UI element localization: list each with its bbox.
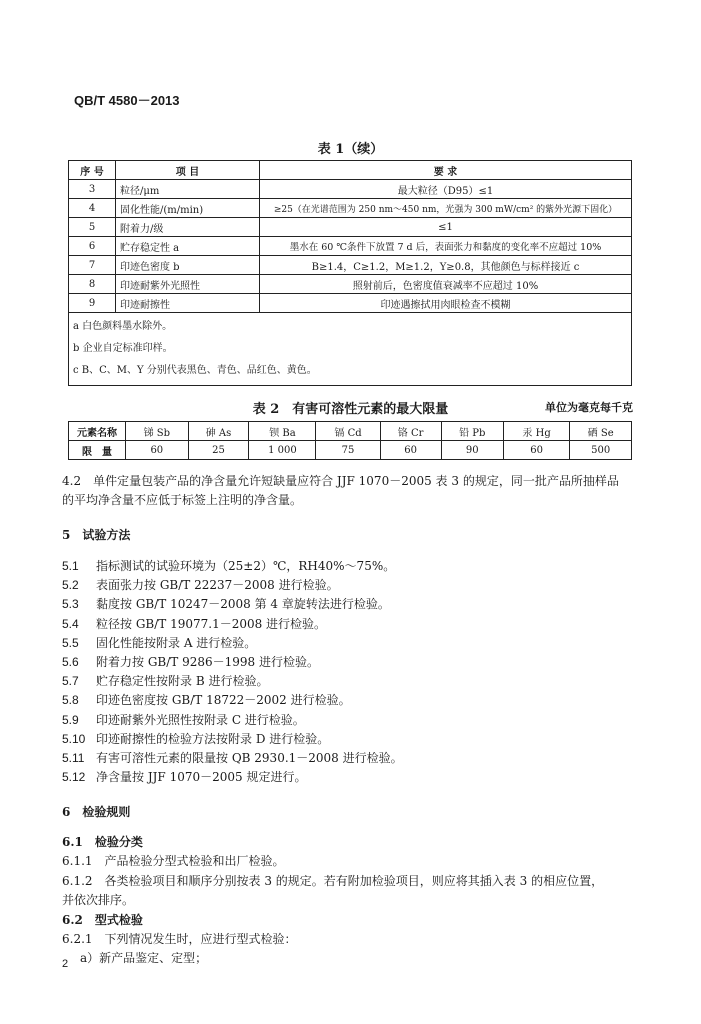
table2-unit: 单位为毫克每千克 <box>545 401 633 414</box>
table-row <box>69 218 632 237</box>
clause-item <box>62 557 634 576</box>
clause-text: 黏度按 GB/T 10247－2008 第 4 章旋转法进行检验。 <box>96 597 390 612</box>
header-item: 项 目 <box>116 161 260 180</box>
header-no: 序 号 <box>69 161 116 180</box>
element-name: 汞 Hg <box>503 422 569 441</box>
row-item: 印迹耐擦性 <box>116 294 260 313</box>
table2-caption: 表 2 有害可溶性元素的最大限量 <box>252 402 449 417</box>
table-row <box>69 275 632 294</box>
row-label: 元素名称 <box>69 422 126 441</box>
table-row <box>69 199 632 218</box>
clause-item <box>62 653 634 672</box>
row-number: 6 <box>69 237 116 256</box>
element-name: 铅 Pb <box>441 422 503 441</box>
clause-6-2-heading: 6.2 型式检验 <box>62 913 143 928</box>
row-requirement: ≤1 <box>260 218 632 237</box>
table1-caption: 表 1（续） <box>317 142 384 157</box>
row-item: 附着力/级 <box>116 218 260 237</box>
clause-number: 5.4 <box>62 616 79 631</box>
clause-text: 附着力按 GB/T 9286－1998 进行检验。 <box>96 655 319 670</box>
clause-6-1-2-line: 并依次排序。 <box>62 892 135 907</box>
clause-text: 指标测试的试验环境为（25±2）℃，RH40%～75%。 <box>96 559 396 573</box>
element-name: 硒 Se <box>570 422 632 441</box>
element-name: 砷 As <box>188 422 249 441</box>
row-item: 贮存稳定性 a <box>116 237 260 256</box>
clause-text: 粒径按 GB/T 19077.1－2008 进行检验。 <box>96 616 327 631</box>
table-notes-row <box>69 313 632 386</box>
row-item: 粒径/μm <box>116 180 260 199</box>
clause-number: 5.5 <box>62 635 79 650</box>
element-name: 镉 Cd <box>316 422 380 441</box>
element-limit: 25 <box>188 441 249 460</box>
clause-number: 5.8 <box>62 693 79 708</box>
clause-text: 贮存稳定性按附录 B 进行检验。 <box>96 674 269 689</box>
document-body <box>62 472 634 968</box>
element-limits-table <box>68 421 632 460</box>
element-name: 铬 Cr <box>380 422 441 441</box>
clause-text: 印迹耐紫外光照性按附录 C 进行检验。 <box>96 712 305 727</box>
clause-item <box>62 749 634 768</box>
row-number: 4 <box>69 199 116 218</box>
clause-number: 5.10 <box>62 731 86 746</box>
table-row <box>69 237 632 256</box>
clause-text: 印迹耐擦性的检验方法按附录 D 进行检验。 <box>96 731 330 746</box>
clause-6-1-1: 6.1.1 产品检验分型式检验和出厂检验。 <box>62 854 285 869</box>
row-number: 8 <box>69 275 116 294</box>
clause-text: 表面张力按 GB/T 22237－2008 进行检验。 <box>96 578 339 593</box>
clause-number: 5.11 <box>62 751 85 766</box>
row-item: 印迹色密度 b <box>116 256 260 275</box>
element-limit: 75 <box>316 441 380 460</box>
section-5-heading: 5 试验方法 <box>62 528 131 542</box>
document-code: QB/T 4580－2013 <box>74 93 180 108</box>
row-number: 7 <box>69 256 116 275</box>
clause-4-2-line: 4.2 单件定量包装产品的净含量允许短缺量应符合 JJF 1070－2005 表 3 的规定，同一批产品所抽样品 <box>62 474 619 488</box>
clause-item <box>62 730 634 749</box>
clause-item <box>62 711 634 730</box>
clause-number: 5.1 <box>62 559 79 573</box>
clause-item <box>62 691 634 710</box>
table-note: a 白色颜料墨水除外。 <box>73 321 173 332</box>
clause-6-2-1: 6.2.1 下列情况发生时，应进行型式检验： <box>62 932 297 947</box>
element-limit: 60 <box>503 441 569 460</box>
clause-item <box>62 615 634 634</box>
clause-6-2-1-a: a）新产品鉴定、定型； <box>80 951 208 966</box>
table-row <box>69 294 632 313</box>
table-notes <box>69 313 632 386</box>
element-name: 钡 Ba <box>249 422 316 441</box>
clause-text: 有害可溶性元素的限量按 QB 2930.1－2008 进行检验。 <box>96 751 403 766</box>
clause-item <box>62 768 634 787</box>
clause-number: 5.9 <box>62 712 79 727</box>
element-limit: 90 <box>441 441 503 460</box>
clause-number: 5.7 <box>62 674 79 689</box>
row-number: 5 <box>69 218 116 237</box>
table-row <box>69 256 632 275</box>
header-requirement: 要 求 <box>260 161 632 180</box>
table-row <box>69 441 632 460</box>
element-name: 锑 Sb <box>126 422 189 441</box>
section-6-heading: 6 检验规则 <box>62 805 131 820</box>
clause-item <box>62 576 634 595</box>
row-label: 限 量 <box>69 441 126 460</box>
table-row <box>69 422 632 441</box>
element-limit: 60 <box>380 441 441 460</box>
clause-number: 5.12 <box>62 770 86 785</box>
clause-6-1-heading: 6.1 检验分类 <box>62 835 143 850</box>
element-limit: 60 <box>126 441 189 460</box>
clause-item <box>62 595 634 614</box>
row-number: 3 <box>69 180 116 199</box>
clause-text: 净含量按 JJF 1070－2005 规定进行。 <box>96 770 307 785</box>
clause-6-1-2-line: 6.1.2 各类检验项目和顺序分别按表 3 的规定。若有附加检验项目，则应将其插入表 3 的相应位置， <box>62 873 604 888</box>
element-limit: 500 <box>570 441 632 460</box>
table-note: b 企业自定标准印样。 <box>73 343 173 354</box>
clause-number: 5.2 <box>62 578 79 593</box>
row-requirement: 印迹遇擦拭用肉眼检查不模糊 <box>260 294 632 313</box>
clause-item <box>62 634 634 653</box>
clause-number: 5.6 <box>62 655 79 670</box>
element-limit: 1 000 <box>249 441 316 460</box>
table-note: c B、C、M、Y 分别代表黑色、青色、品红色、黄色。 <box>73 365 317 376</box>
row-requirement: 墨水在 60 ℃条件下放置 7 d 后，表面张力和黏度的变化率不应超过 10% <box>260 237 632 256</box>
section-5-list <box>62 557 634 787</box>
clause-4-2-line: 的平均净含量不应低于标签上注明的净含量。 <box>62 493 303 507</box>
table-header-row <box>69 161 632 180</box>
row-requirement: B≥1.4，C≥1.2，M≥1.2，Y≥0.8，其他颜色与标样接近 c <box>260 256 632 275</box>
page-number: 2 <box>62 958 69 970</box>
clause-number: 5.3 <box>62 597 79 612</box>
row-item: 固化性能/(m/min) <box>116 199 260 218</box>
row-number: 9 <box>69 294 116 313</box>
row-requirement: ≥25（在光谱范围为 250 nm～450 nm，光强为 300 mW/cm² 的紫外光源下固化） <box>260 199 632 218</box>
row-requirement: 最大粒径（D95）≤1 <box>260 180 632 199</box>
clause-text: 印迹色密度按 GB/T 18722－2002 进行检验。 <box>96 693 351 708</box>
clause-item <box>62 672 634 691</box>
requirements-table <box>68 160 632 386</box>
table-row <box>69 180 632 199</box>
row-requirement: 照射前后，色密度值衰减率不应超过 10% <box>260 275 632 294</box>
row-item: 印迹耐紫外光照性 <box>116 275 260 294</box>
clause-text: 固化性能按附录 A 进行检验。 <box>96 635 257 650</box>
